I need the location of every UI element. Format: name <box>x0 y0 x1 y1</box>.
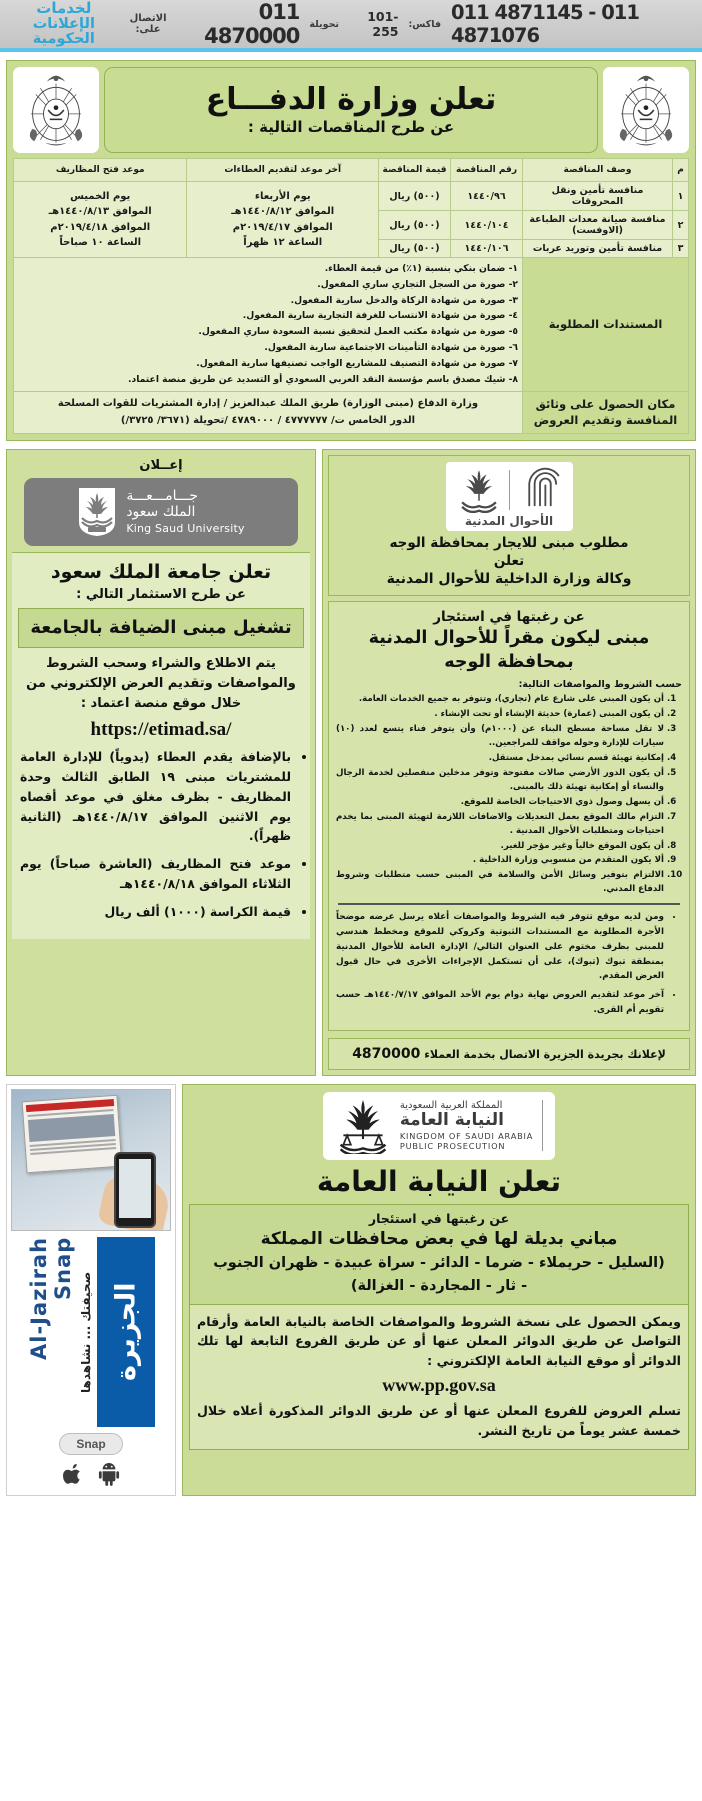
ksu-heading2: عن طرح الاستثمار التالي : <box>76 587 246 603</box>
list-item: • بالإضافة يقدم العطاء (يدوياً) للإدارة العامة للمشتريات مبنى ١٩ الطابق الثالث وحدة المظاريف - بظرف مغلق في موعد أقصاه يوم الاثنين الموافق ١٤٤٠/٨/١٧هـ (الثانية ظهراً). <box>20 747 291 846</box>
ksu-bullets <box>18 747 304 922</box>
row3-desc: منافسة تأمين وتوريد عربات <box>523 240 673 258</box>
row2-no: ٢ <box>673 211 689 240</box>
fax-label: فاكس: <box>408 18 442 30</box>
contact-label-line1: الاتصال <box>129 13 167 24</box>
ksu-investment-highlight: تشغيل مبنى الضيافة بالجامعة <box>18 608 304 647</box>
list-item: 4. إمكانية تهيئة قسم نسائي بمدخل مستقل. <box>336 752 664 766</box>
public-prosecution-logo <box>323 1092 555 1160</box>
list-item: 6. أن يسهل وصول ذوي الاحتياجات الخاصة للموقع. <box>336 796 664 810</box>
ministry-of-defense-ad <box>6 60 696 441</box>
ksu-logo-arabic-line2: الملك سعود <box>126 504 196 521</box>
bottom-section <box>6 1084 696 1496</box>
customer-service-text: لإعلانك بجريدة الجزيرة الاتصال بخدمة العملاء <box>424 1047 666 1061</box>
king-saud-university-logo <box>24 478 298 546</box>
civil-affairs-logo <box>446 462 573 531</box>
snap-button[interactable]: Snap <box>59 1433 122 1455</box>
place-label: مكان الحصول على وثائق المنافسة وتقديم العروض <box>523 391 689 433</box>
apple-logo-icon[interactable] <box>62 1461 84 1487</box>
row3-value: (٥٠٠) ريال <box>379 240 451 258</box>
service-title-line2: الإعلانات الحكومية <box>32 15 95 47</box>
customer-service-number: 4870000 <box>352 1045 421 1062</box>
logo-divider <box>509 470 510 510</box>
opening-line2: الموافق ١٤٤٠/٨/١٣هـ <box>48 206 152 217</box>
civil-affairs-inner <box>328 455 690 596</box>
extension-value: 101-255 <box>367 9 399 39</box>
pp-line1: عن رغبتها في استئجار <box>368 1210 510 1226</box>
list-item: • آخر موعد لتقديم العروض نهاية دوام يوم الأحد الموافق ١٤٤٠/٧/١٧هـ حسب تقويم أم القرى. <box>336 988 664 1018</box>
pp-request-box <box>189 1204 689 1305</box>
list-item: ٣- صورة من شهادة الزكاة والدخل سارية المفعول. <box>290 294 518 306</box>
palm-scales-emblem-icon <box>335 1098 391 1154</box>
defense-subtitle: عن طرح المناقصات التالية : <box>247 118 455 136</box>
al-jazirah-brand-block: الجزيرة <box>97 1237 155 1427</box>
civil-affairs-body <box>328 601 690 1031</box>
middle-section <box>6 449 696 1076</box>
list-item: 8. أن يكون الموقع خالياً وغير مؤجر للغير. <box>336 840 664 854</box>
opening-line4: الساعة ١٠ صباحاً <box>59 237 142 248</box>
list-item: 5. أن يكون الدور الأرضي صالات مفتوحة وتوفر مدخلين منفصلين لخدمة الرجال والنساء أو إمكانية تهيئة ذلك بالمبنى. <box>336 767 664 795</box>
fax-numbers: 011 4871145 - 011 4871076 <box>451 1 639 47</box>
civil-affairs-logo-row <box>456 467 563 513</box>
pp-locations-line2: - ثار - المجاردة - الغزالة) <box>350 1277 528 1294</box>
pp-line2: مباني بديلة لها في بعض محافظات المملكة <box>260 1228 618 1249</box>
app-store-badges <box>7 1459 175 1495</box>
phone-screen <box>119 1159 151 1218</box>
fingerprint-icon <box>517 467 563 513</box>
row3-number: ١٤٤٠/١٠٦ <box>451 240 523 258</box>
civil-affairs-line3: بمحافظة الوجه <box>444 651 574 672</box>
list-item: 2. أن يكون المبنى (عمارة) حديثة الإنشاء أو تحت الإنشاء . <box>336 708 664 722</box>
ksu-logo-wrap <box>12 478 310 546</box>
newspaper-and-phone-photo <box>11 1089 171 1231</box>
deadline-line1: يوم الأربعاء <box>254 190 311 202</box>
pp-logo-english-line1: KINGDOM OF SAUDI ARABIA <box>399 1131 534 1142</box>
row1-number: ١٤٤٠/٩٦ <box>451 182 523 211</box>
tenders-table-head <box>14 159 689 182</box>
defense-title: تعلن وزارة الدفـــاع <box>205 81 497 117</box>
civil-affairs-bullets <box>336 910 672 1017</box>
row2-desc: منافسة صيانة معدات الطباعة (الاوفست) <box>523 211 673 240</box>
table-row <box>14 182 689 211</box>
row1-value: (٥٠٠) ريال <box>379 182 451 211</box>
ksu-logo-english: King Saud University <box>126 522 245 536</box>
required-documents-row <box>14 258 689 392</box>
civil-affairs-logo-wrap <box>334 462 684 531</box>
header-desc: وصف المناقصة <box>523 159 673 182</box>
divider <box>338 903 680 905</box>
ksu-body <box>12 552 310 939</box>
list-item: 9. ألا يكون المتقدم من منسوبي وزارة الداخلية . <box>336 854 664 868</box>
list-item: ٤- صورة من شهادة الانتساب للغرفة التجارية سارية المفعول. <box>242 310 518 322</box>
ksu-logo-text <box>126 488 244 535</box>
header-no: م <box>673 159 689 182</box>
pp-logo-arabic-main: النيابة العامة <box>399 1109 504 1130</box>
pp-logo-wrap <box>189 1092 689 1160</box>
pp-website-url[interactable]: www.pp.gov.sa <box>382 1375 496 1396</box>
civil-affairs-line2: مبنى ليكون مقراً للأحوال المدنية <box>368 627 650 648</box>
list-item: 1. أن يكون المبنى على شارع عام (تجاري)، وتتوفر به جميع الخدمات العامة. <box>336 693 664 707</box>
pp-footer <box>189 1305 689 1450</box>
opening-line3: الموافق ٢٠١٩/٤/١٨م <box>50 221 151 233</box>
defense-emblem-right <box>13 67 99 153</box>
bids-deadline-cell <box>187 182 379 258</box>
documents-label: المستندات المطلوبة <box>523 258 689 392</box>
pp-logo-arabic-top: المملكة العربية السعودية <box>399 1099 503 1111</box>
ksu-logo-arabic-line1: جـــامـــعـــة <box>126 488 198 505</box>
list-item: ١- ضمان بنكي بنسبة (١٪) من قيمة العطاء. <box>324 263 518 274</box>
saudi-emblem-palm-swords-icon <box>456 467 502 513</box>
header-deadline: آخر موعد لتقديم العطاءات <box>187 159 379 182</box>
row3-no: ٣ <box>673 240 689 258</box>
service-title <box>8 1 120 47</box>
civil-affairs-conditions-list <box>336 693 676 897</box>
list-item: ٥- صورة من شهادة مكتب العمل لتحقيق نسبة السعودة ساري المفعول. <box>198 326 518 338</box>
list-item: ٦- صورة من شهادة التأمينات الاجتماعية سارية المفعول. <box>264 342 518 354</box>
ksu-ilan-label: إعــلان <box>139 457 183 473</box>
row2-number: ١٤٤٠/١٠٤ <box>451 211 523 240</box>
ksu-heading1: تعلن جامعة الملك سعود <box>50 560 272 583</box>
ministry-of-defense-emblem <box>17 71 95 149</box>
contact-label <box>130 13 167 35</box>
row2-value: (٥٠٠) ريال <box>379 211 451 240</box>
snap-subtitle: صحيفتك ... نشاهدها <box>79 1271 93 1393</box>
defense-emblem-left <box>603 67 689 153</box>
pp-logo-english-line2: PUBLIC PROSECUTION <box>399 1141 506 1152</box>
pp-paragraph1: ويمكن الحصول على نسخة الشروط والمواصفات الخاصة بالنيابة العامة وأرقام التواصل عن طريق الدوائر المعلن عنها أو عن طريق الفروع التابعة لها تلك الدوائر أو موقع النيابة العامة الإلكتروني : <box>197 1313 681 1369</box>
list-item: • موعد فتح المظاريف (العاشرة صباحاً) يوم الثلاثاء الموافق ١٤٤٠/٨/١٨هـ <box>20 854 291 894</box>
deadline-line2: الموافق ١٤٤٠/٨/١٢هـ <box>231 206 335 217</box>
extension-label: تحويلة <box>309 18 339 30</box>
list-item: 7. التزام مالك الموقع بعمل التعديلات والاضافات اللازمة لتهيئة المبنى بما يخدم احتياجات ومتطلبات الأحوال المدنية . <box>336 811 664 839</box>
pp-heading: تعلن النيابة العامة <box>316 1164 562 1198</box>
top-contact-banner <box>0 0 702 52</box>
opening-line1: يوم الخميس <box>70 190 131 202</box>
al-jazirah-snap-ad[interactable] <box>6 1084 176 1496</box>
pp-locations-line1: (السليل - حريملاء - ضرما - الدائر - سراة عبيدة - ظهران الجنوب <box>213 1254 665 1271</box>
tenders-table <box>13 158 689 434</box>
etimad-url[interactable]: https://etimad.sa/ <box>90 719 232 741</box>
header-opening: موعد فتح المظاريف <box>14 159 187 182</box>
list-item: 10. الالتزام بتوفير وسائل الأمن والسلامة في المبنى حسب متطلبات وشروط الدفاع المدني. <box>336 869 664 897</box>
list-item: ٢- صورة من السجل التجاري ساري المفعول. <box>317 278 518 290</box>
header-number: رقم المناقصة <box>451 159 523 182</box>
defense-title-box <box>104 67 598 153</box>
civil-affairs-heading1: مطلوب مبنى للايجار بمحافظة الوجه <box>389 534 629 551</box>
pp-paragraph2: تسلم العروض للفروع المعلن عنها أو عن طريق الدوائر المذكورة أعلاه خلال خمسة عشر يوماً من تاريخ النشر. <box>197 1403 681 1439</box>
newspaper-photo-block <box>28 1114 115 1142</box>
row1-desc: منافسة تأمين ونقل المحروقات <box>523 182 673 211</box>
header-value: قيمة المناقصة <box>379 159 451 182</box>
public-prosecution-ad <box>182 1084 696 1496</box>
jazirah-customer-service-box <box>328 1038 690 1070</box>
list-item: • ومن لديه موقع تتوفر فيه الشروط والمواصفات أعلاه يرسل عرضه موضحاً الأجرة المطلوبة مع المستندات الثبوتية وكروكي للموقع ومخطط هندسي للمبنى بظرف مختوم على العنوان التالي/ الإدارة العامة للأحوال المدنية بمنطقة تبوك (تبوك)، على أن تستكمل الإجراءات الأخرى في حال قبول العرض المقدم. <box>336 910 664 984</box>
pp-logo-text <box>400 1100 543 1152</box>
ksu-paragraph: يتم الاطلاع والشراء وسحب الشروط والمواصفات وتقديم العرض الإلكتروني من خلال موقع منصة اعتماد : <box>26 655 296 711</box>
king-saud-university-ad <box>6 449 316 1076</box>
android-robot-icon[interactable] <box>98 1461 120 1487</box>
snap-button-wrap <box>7 1433 175 1455</box>
civil-affairs-heading2: تعلن <box>493 552 525 569</box>
civil-affairs-logo-label: الأحوال المدنية <box>464 513 554 528</box>
deadline-line4: الساعة ١٢ ظهراً <box>243 237 323 248</box>
place-line2: الدور الخامس ت/ ٤٧٧٧٧٧٧ / ٤٧٨٩٠٠٠ /تحويلة (٣٦٧١/ ٣٧٢٥/) <box>120 415 416 427</box>
ministry-of-defense-emblem <box>607 71 685 149</box>
opening-date-cell <box>14 182 187 258</box>
list-item: ٨- شيك مصدق باسم مؤسسة النقد العربي السعودي أو التسديد عن طريق منصة اعتماد. <box>127 373 518 385</box>
place-line1: وزارة الدفاع (مبنى الوزارة) طريق الملك عبدالعزيز / إدارة المشتريات للقوات المسلحة <box>57 397 479 409</box>
civil-affairs-line1: عن رغبتها في استئجار <box>433 608 585 625</box>
tenders-header-row <box>14 159 689 182</box>
civil-affairs-conditions-title: حسب الشروط والمواصفات التالية: <box>518 679 682 691</box>
service-title-line1: لخدمات <box>36 0 92 17</box>
documents-list <box>18 261 518 388</box>
row1-no: ١ <box>673 182 689 211</box>
civil-affairs-heading3: وكالة وزارة الداخلية للأحوال المدنية <box>386 571 632 588</box>
documents-list-cell <box>14 258 523 392</box>
main-phone-number: 011 4870000 <box>204 0 300 48</box>
place-row <box>14 391 689 433</box>
ksu-shield-icon <box>77 486 117 538</box>
tenders-table-body <box>14 182 689 434</box>
snap-title-area <box>7 1235 175 1427</box>
contact-label-line2: على: <box>135 24 161 35</box>
defense-header <box>13 67 689 153</box>
smartphone-graphic <box>114 1152 156 1228</box>
list-item: ٧- صورة من شهادة التصنيف للمشاريع الواجب تصنيفها سارية المفعول. <box>196 357 518 369</box>
deadline-line3: الموافق ٢٠١٩/٤/١٧م <box>232 221 333 233</box>
newspaper-graphic <box>22 1094 123 1173</box>
snap-title: Al-Jazirah Snap <box>27 1236 75 1360</box>
list-item: • قيمة الكراسة (١٠٠٠) ألف ريال <box>20 902 291 922</box>
place-value-cell <box>14 391 523 433</box>
civil-affairs-ad <box>322 449 696 1076</box>
list-item: 3. لا تقل مساحة مسطح البناء عن (١٠٠٠م) وأن يتوفر فناء يتسع لعدد (١٠) سيارات للإدارة وحوله مواقف للمراجعين.. <box>336 723 664 751</box>
